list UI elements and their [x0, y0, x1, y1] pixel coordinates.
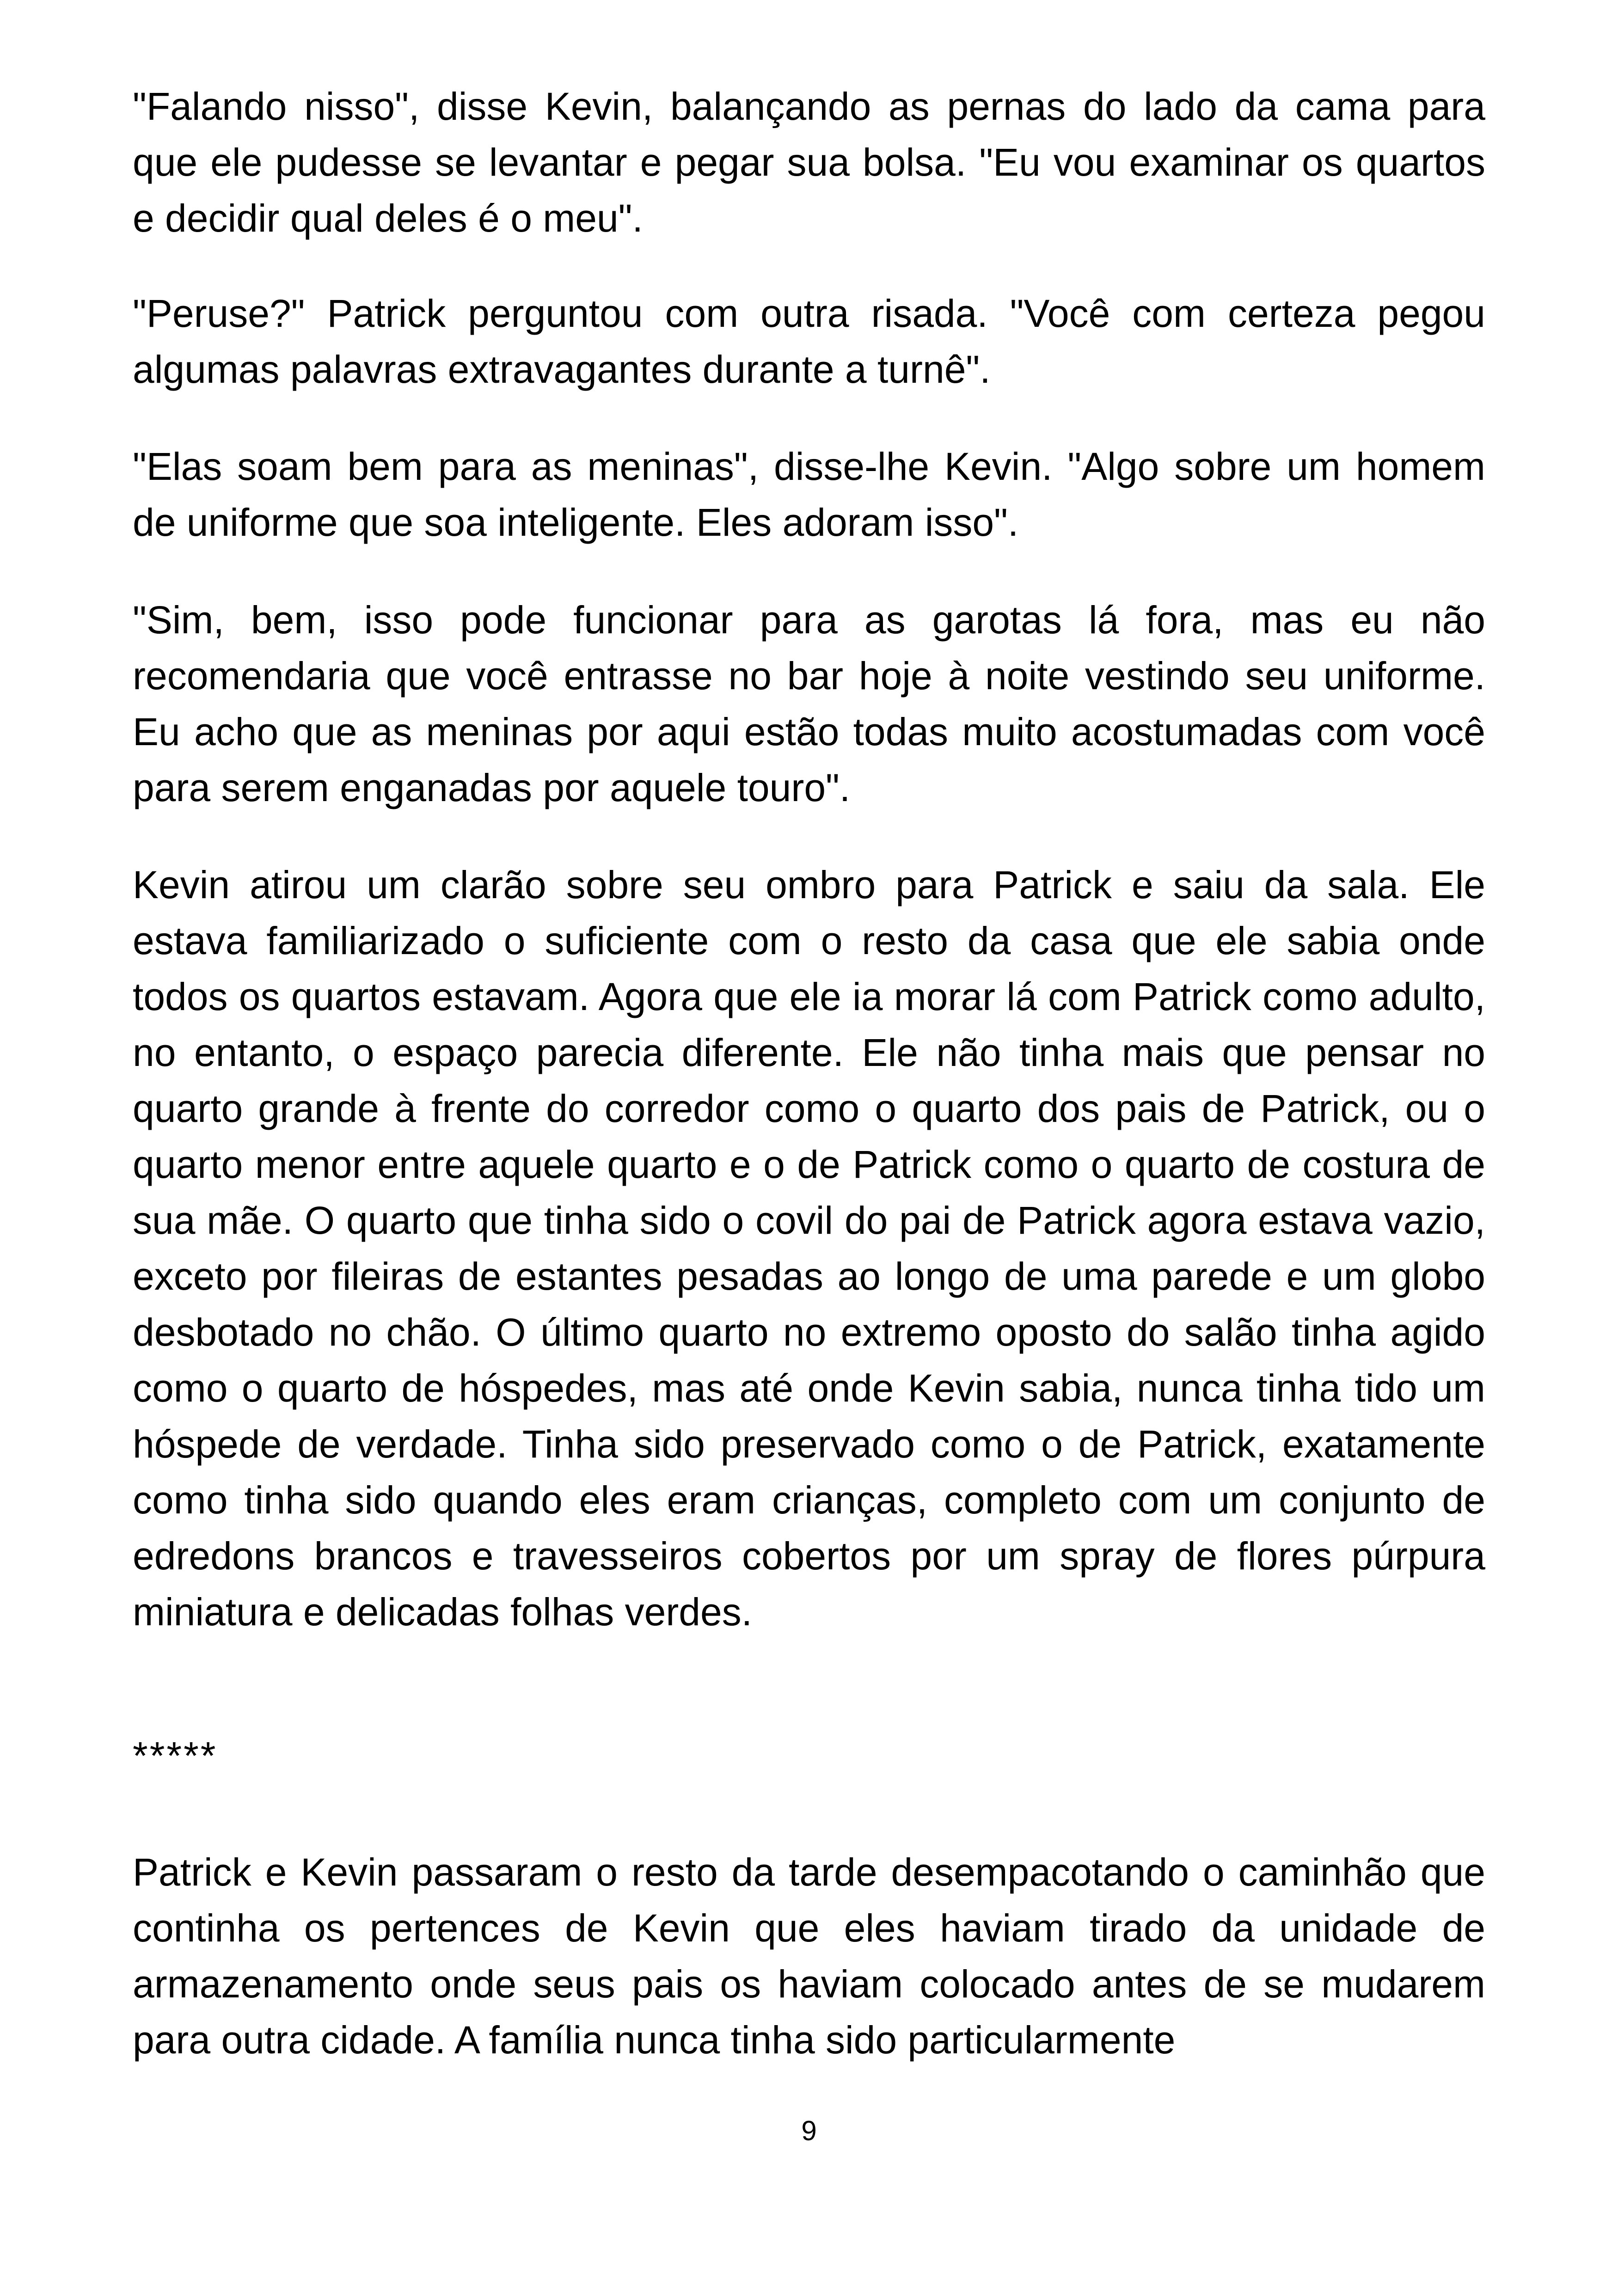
- paragraph-3: "Elas soam bem para as meninas", disse-lhe Kevin. "Algo sobre um homem de uniforme que soa inteligente. Eles adoram isso".: [133, 445, 1485, 544]
- paragraph-2: "Peruse?" Patrick perguntou com outra risada. "Você com certeza pegou algumas palavras extravagantes durante a turnê".: [133, 292, 1485, 391]
- paragraph-5: Kevin atirou um clarão sobre seu ombro para Patrick e saiu da sala. Ele estava familiarizado o suficiente com o resto da casa que ele sabia onde todos os quartos estavam. Agora que ele ia morar lá com Patrick como adulto, no entanto, o espaço parecia diferente. Ele não tinha mais que pensar no quarto grande à frente do corredor como o quarto dos pais de Patrick, ou o quarto menor entre aquele quarto e o de Patrick como o quarto de costura de sua mãe. O quarto que tinha sido o covil do pai de Patrick agora estava vazio, exceto por fileiras de estantes pesadas ao longo de uma parede e um globo desbotado no chão. O último quarto no extremo oposto do salão tinha agido como o quarto de hóspedes, mas até onde Kevin sabia, nunca tinha tido um hóspede de verdade. Tinha sido preservado como o de Patrick, exatamente como tinha sido quando eles eram crianças, completo com um conjunto de edredons brancos e travesseiros cobertos por um spray de flores púrpura miniatura e delicadas folhas verdes.: [133, 863, 1485, 1634]
- paragraph-6: Patrick e Kevin passaram o resto da tarde desempacotando o caminhão que continha os pertences de Kevin que eles haviam tirado da unidade de armazenamento onde seus pais os haviam colocado antes de se mudarem para outra cidade. A família nunca tinha sido particularmente: [133, 1850, 1485, 2062]
- paragraph-1: "Falando nisso", disse Kevin, balançando as pernas do lado da cama para que ele pudesse se levantar e pegar sua bolsa. "Eu vou examinar os quartos e decidir qual deles é o meu".: [133, 85, 1485, 240]
- paragraph-4: "Sim, bem, isso pode funcionar para as garotas lá fora, mas eu não recomendaria que você entrasse no bar hoje à noite vestindo seu uniforme. Eu acho que as meninas por aqui estão todas muito acostumadas com você para serem enganadas por aquele touro".: [133, 598, 1485, 809]
- section-separator: *****: [133, 1734, 218, 1777]
- page-number: 9: [801, 2115, 817, 2146]
